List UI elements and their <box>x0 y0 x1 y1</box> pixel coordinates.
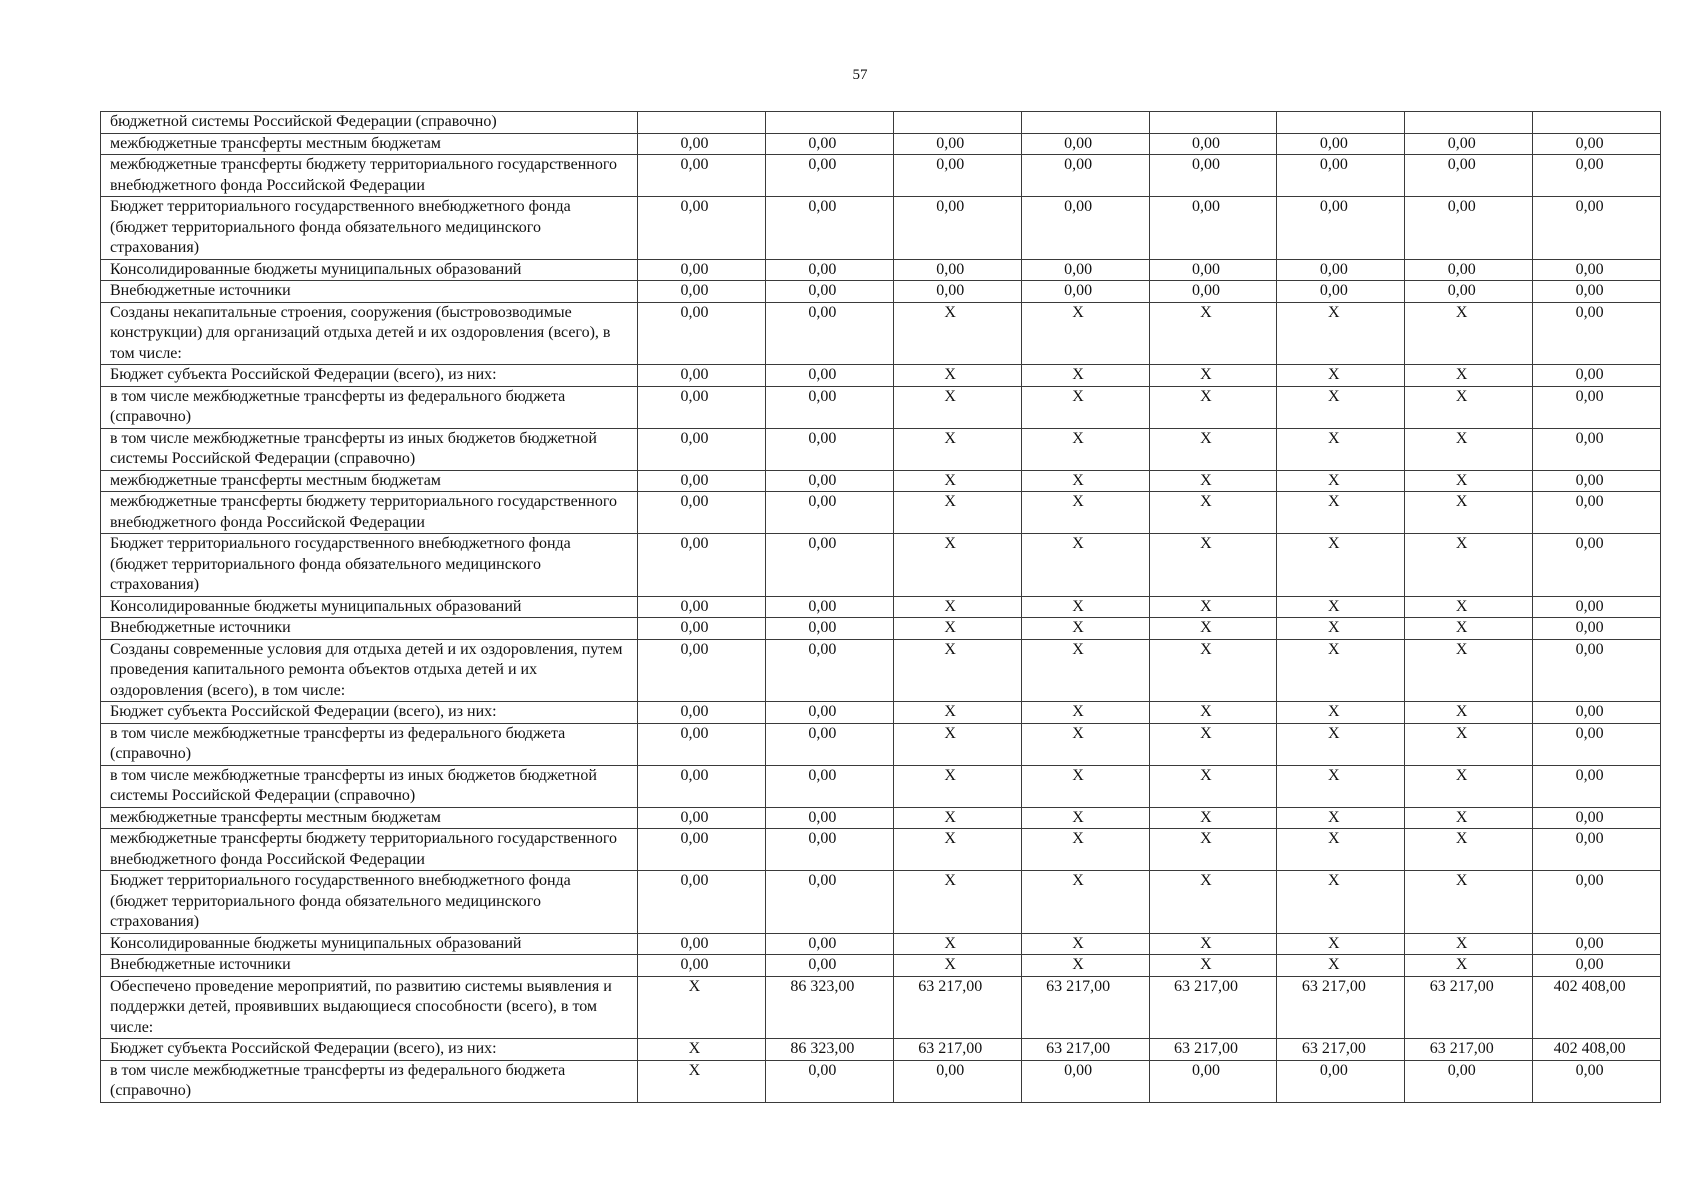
value-cell-col-2: 86 323,00 <box>765 976 893 1039</box>
value-cell-col-3: 0,00 <box>893 1060 1021 1102</box>
value-cell-col-2: 0,00 <box>765 365 893 387</box>
table-row <box>101 112 1661 134</box>
value-cell-col-1 <box>638 112 766 134</box>
value-cell-col-1: 0,00 <box>638 933 766 955</box>
value-cell-col-8: 0,00 <box>1533 133 1661 155</box>
value-cell-col-4: X <box>1021 534 1149 597</box>
value-cell-col-1: 0,00 <box>638 365 766 387</box>
value-cell-col-5: X <box>1149 534 1277 597</box>
value-cell-col-2: 0,00 <box>765 955 893 977</box>
value-cell-col-8: 0,00 <box>1533 302 1661 365</box>
value-cell-col-7: X <box>1405 365 1533 387</box>
value-cell-col-1: 0,00 <box>638 534 766 597</box>
value-cell-col-4: X <box>1021 871 1149 934</box>
value-cell-col-6: X <box>1277 807 1405 829</box>
value-cell-col-5: X <box>1149 386 1277 428</box>
row-label: в том числе межбюджетные трансферты из федерального бюджета (справочно) <box>101 386 638 428</box>
value-cell-col-6: X <box>1277 534 1405 597</box>
value-cell-col-8: 0,00 <box>1533 155 1661 197</box>
row-label: межбюджетные трансферты местным бюджетам <box>101 133 638 155</box>
value-cell-col-2: 0,00 <box>765 933 893 955</box>
value-cell-col-6: X <box>1277 639 1405 702</box>
value-cell-col-1: 0,00 <box>638 302 766 365</box>
value-cell-col-5: X <box>1149 955 1277 977</box>
value-cell-col-8: 0,00 <box>1533 829 1661 871</box>
value-cell-col-4: 63 217,00 <box>1021 1039 1149 1061</box>
row-label: Бюджет субъекта Российской Федерации (всего), из них: <box>101 1039 638 1061</box>
value-cell-col-1: 0,00 <box>638 596 766 618</box>
row-label: межбюджетные трансферты бюджету территориального государственного внебюджетного фонда Российской Федерации <box>101 155 638 197</box>
value-cell-col-3: X <box>893 639 1021 702</box>
table-row <box>101 765 1661 807</box>
value-cell-col-4: X <box>1021 428 1149 470</box>
value-cell-col-8: 0,00 <box>1533 596 1661 618</box>
value-cell-col-5: 0,00 <box>1149 259 1277 281</box>
value-cell-col-6: X <box>1277 871 1405 934</box>
value-cell-col-2: 0,00 <box>765 702 893 724</box>
row-label: в том числе межбюджетные трансферты из федерального бюджета (справочно) <box>101 723 638 765</box>
row-label: Бюджет территориального государственного внебюджетного фонда (бюджет территориального фонда обязательного медицинского страхования) <box>101 871 638 934</box>
value-cell-col-4: X <box>1021 723 1149 765</box>
table-row <box>101 871 1661 934</box>
budget-table <box>100 111 1661 1103</box>
budget-table-container <box>100 111 1661 1103</box>
value-cell-col-3: X <box>893 723 1021 765</box>
table-row <box>101 807 1661 829</box>
page-number: 57 <box>852 67 868 83</box>
value-cell-col-3: 63 217,00 <box>893 1039 1021 1061</box>
row-label: в том числе межбюджетные трансферты из федерального бюджета (справочно) <box>101 1060 638 1102</box>
value-cell-col-8: 0,00 <box>1533 281 1661 303</box>
table-row <box>101 302 1661 365</box>
value-cell-col-3: 0,00 <box>893 281 1021 303</box>
value-cell-col-3: X <box>893 302 1021 365</box>
value-cell-col-5: 0,00 <box>1149 281 1277 303</box>
table-row <box>101 933 1661 955</box>
value-cell-col-6: X <box>1277 933 1405 955</box>
value-cell-col-6: X <box>1277 596 1405 618</box>
value-cell-col-1: 0,00 <box>638 871 766 934</box>
table-row <box>101 723 1661 765</box>
value-cell-col-8: 0,00 <box>1533 534 1661 597</box>
value-cell-col-5: 0,00 <box>1149 155 1277 197</box>
value-cell-col-6: X <box>1277 302 1405 365</box>
row-label: Бюджет субъекта Российской Федерации (всего), из них: <box>101 702 638 724</box>
value-cell-col-6: X <box>1277 386 1405 428</box>
table-row <box>101 955 1661 977</box>
value-cell-col-3: X <box>893 765 1021 807</box>
value-cell-col-3: X <box>893 470 1021 492</box>
value-cell-col-7: X <box>1405 618 1533 640</box>
value-cell-col-7: X <box>1405 534 1533 597</box>
value-cell-col-7: 63 217,00 <box>1405 976 1533 1039</box>
table-row <box>101 133 1661 155</box>
value-cell-col-5: X <box>1149 365 1277 387</box>
row-label: Обеспечено проведение мероприятий, по развитию системы выявления и поддержки детей, проявивших выдающиеся способности (всего), в том числе: <box>101 976 638 1039</box>
value-cell-col-1: 0,00 <box>638 702 766 724</box>
value-cell-col-6: X <box>1277 829 1405 871</box>
value-cell-col-5 <box>1149 112 1277 134</box>
value-cell-col-4: X <box>1021 702 1149 724</box>
table-row <box>101 386 1661 428</box>
row-label: межбюджетные трансферты местным бюджетам <box>101 470 638 492</box>
value-cell-col-1: 0,00 <box>638 723 766 765</box>
row-label: Внебюджетные источники <box>101 955 638 977</box>
value-cell-col-8: 402 408,00 <box>1533 976 1661 1039</box>
value-cell-col-7: 0,00 <box>1405 155 1533 197</box>
value-cell-col-2: 0,00 <box>765 259 893 281</box>
value-cell-col-7: X <box>1405 702 1533 724</box>
value-cell-col-6: 0,00 <box>1277 281 1405 303</box>
value-cell-col-8: 0,00 <box>1533 428 1661 470</box>
value-cell-col-3: 0,00 <box>893 155 1021 197</box>
value-cell-col-4: X <box>1021 765 1149 807</box>
value-cell-col-7: X <box>1405 386 1533 428</box>
value-cell-col-7: 0,00 <box>1405 133 1533 155</box>
table-row <box>101 155 1661 197</box>
value-cell-col-8: 0,00 <box>1533 365 1661 387</box>
value-cell-col-4: X <box>1021 596 1149 618</box>
value-cell-col-8: 0,00 <box>1533 386 1661 428</box>
table-row <box>101 428 1661 470</box>
value-cell-col-4: X <box>1021 302 1149 365</box>
value-cell-col-1: 0,00 <box>638 428 766 470</box>
value-cell-col-6: 0,00 <box>1277 155 1405 197</box>
table-row <box>101 618 1661 640</box>
value-cell-col-3: X <box>893 807 1021 829</box>
value-cell-col-4: X <box>1021 829 1149 871</box>
value-cell-col-2: 86 323,00 <box>765 1039 893 1061</box>
value-cell-col-5: X <box>1149 871 1277 934</box>
value-cell-col-4: 63 217,00 <box>1021 976 1149 1039</box>
value-cell-col-1: 0,00 <box>638 639 766 702</box>
value-cell-col-7: X <box>1405 955 1533 977</box>
value-cell-col-3: X <box>893 871 1021 934</box>
value-cell-col-4: X <box>1021 807 1149 829</box>
value-cell-col-7: 0,00 <box>1405 1060 1533 1102</box>
value-cell-col-8: 0,00 <box>1533 618 1661 640</box>
value-cell-col-7: 0,00 <box>1405 259 1533 281</box>
value-cell-col-6: X <box>1277 723 1405 765</box>
value-cell-col-6: 0,00 <box>1277 1060 1405 1102</box>
row-label: Бюджет территориального государственного внебюджетного фонда (бюджет территориального фонда обязательного медицинского страхования) <box>101 534 638 597</box>
value-cell-col-8: 0,00 <box>1533 765 1661 807</box>
table-row <box>101 702 1661 724</box>
row-label: межбюджетные трансферты местным бюджетам <box>101 807 638 829</box>
value-cell-col-6: X <box>1277 470 1405 492</box>
row-label: Консолидированные бюджеты муниципальных образований <box>101 596 638 618</box>
value-cell-col-1: 0,00 <box>638 386 766 428</box>
value-cell-col-5: 63 217,00 <box>1149 1039 1277 1061</box>
value-cell-col-7: X <box>1405 470 1533 492</box>
value-cell-col-4: 0,00 <box>1021 197 1149 260</box>
value-cell-col-2: 0,00 <box>765 492 893 534</box>
value-cell-col-3: X <box>893 534 1021 597</box>
value-cell-col-5: 0,00 <box>1149 133 1277 155</box>
value-cell-col-6: X <box>1277 765 1405 807</box>
value-cell-col-8: 0,00 <box>1533 197 1661 260</box>
value-cell-col-5: X <box>1149 492 1277 534</box>
value-cell-col-5: X <box>1149 596 1277 618</box>
value-cell-col-8: 0,00 <box>1533 871 1661 934</box>
value-cell-col-3: X <box>893 829 1021 871</box>
value-cell-col-3: 0,00 <box>893 197 1021 260</box>
value-cell-col-1: X <box>638 1039 766 1061</box>
value-cell-col-5: X <box>1149 639 1277 702</box>
value-cell-col-4: X <box>1021 933 1149 955</box>
value-cell-col-6: 63 217,00 <box>1277 976 1405 1039</box>
value-cell-col-8: 0,00 <box>1533 807 1661 829</box>
value-cell-col-1: 0,00 <box>638 492 766 534</box>
table-row <box>101 1060 1661 1102</box>
value-cell-col-4: 0,00 <box>1021 155 1149 197</box>
value-cell-col-7: X <box>1405 765 1533 807</box>
value-cell-col-4: 0,00 <box>1021 1060 1149 1102</box>
value-cell-col-5: 0,00 <box>1149 197 1277 260</box>
value-cell-col-7: X <box>1405 428 1533 470</box>
value-cell-col-7: X <box>1405 807 1533 829</box>
value-cell-col-2: 0,00 <box>765 871 893 934</box>
row-label: Созданы некапитальные строения, сооружения (быстровозводимые конструкции) для организаций отдыха детей и их оздоровления (всего), в том числе: <box>101 302 638 365</box>
table-row <box>101 829 1661 871</box>
value-cell-col-7: 63 217,00 <box>1405 1039 1533 1061</box>
row-label: Консолидированные бюджеты муниципальных образований <box>101 259 638 281</box>
row-label: межбюджетные трансферты бюджету территориального государственного внебюджетного фонда Российской Федерации <box>101 829 638 871</box>
value-cell-col-1: X <box>638 1060 766 1102</box>
table-row <box>101 639 1661 702</box>
value-cell-col-7: X <box>1405 492 1533 534</box>
table-row <box>101 197 1661 260</box>
value-cell-col-2: 0,00 <box>765 723 893 765</box>
table-row <box>101 492 1661 534</box>
value-cell-col-6: X <box>1277 618 1405 640</box>
value-cell-col-8 <box>1533 112 1661 134</box>
value-cell-col-3: 0,00 <box>893 259 1021 281</box>
value-cell-col-5: X <box>1149 723 1277 765</box>
value-cell-col-8: 402 408,00 <box>1533 1039 1661 1061</box>
value-cell-col-4: 0,00 <box>1021 259 1149 281</box>
value-cell-col-3: X <box>893 933 1021 955</box>
value-cell-col-3: 0,00 <box>893 133 1021 155</box>
value-cell-col-1: 0,00 <box>638 133 766 155</box>
value-cell-col-4: 0,00 <box>1021 281 1149 303</box>
row-label: в том числе межбюджетные трансферты из иных бюджетов бюджетной системы Российской Федерации (справочно) <box>101 765 638 807</box>
value-cell-col-3: X <box>893 955 1021 977</box>
value-cell-col-6: 63 217,00 <box>1277 1039 1405 1061</box>
row-label: в том числе межбюджетные трансферты из иных бюджетов бюджетной системы Российской Федерации (справочно) <box>101 428 638 470</box>
value-cell-col-1: 0,00 <box>638 281 766 303</box>
value-cell-col-4: X <box>1021 955 1149 977</box>
value-cell-col-5: X <box>1149 428 1277 470</box>
value-cell-col-7: X <box>1405 723 1533 765</box>
value-cell-col-2 <box>765 112 893 134</box>
value-cell-col-2: 0,00 <box>765 302 893 365</box>
value-cell-col-8: 0,00 <box>1533 492 1661 534</box>
value-cell-col-4: 0,00 <box>1021 133 1149 155</box>
value-cell-col-3: X <box>893 386 1021 428</box>
value-cell-col-7: X <box>1405 933 1533 955</box>
row-label: Консолидированные бюджеты муниципальных образований <box>101 933 638 955</box>
budget-table-body <box>101 112 1661 1103</box>
value-cell-col-2: 0,00 <box>765 281 893 303</box>
value-cell-col-6: 0,00 <box>1277 133 1405 155</box>
value-cell-col-2: 0,00 <box>765 807 893 829</box>
value-cell-col-6: X <box>1277 955 1405 977</box>
value-cell-col-1: 0,00 <box>638 829 766 871</box>
value-cell-col-3 <box>893 112 1021 134</box>
value-cell-col-6: X <box>1277 702 1405 724</box>
row-label: Внебюджетные источники <box>101 618 638 640</box>
value-cell-col-7: X <box>1405 871 1533 934</box>
value-cell-col-4: X <box>1021 365 1149 387</box>
value-cell-col-7: X <box>1405 302 1533 365</box>
value-cell-col-3: X <box>893 596 1021 618</box>
value-cell-col-4 <box>1021 112 1149 134</box>
value-cell-col-8: 0,00 <box>1533 702 1661 724</box>
value-cell-col-4: X <box>1021 470 1149 492</box>
value-cell-col-2: 0,00 <box>765 428 893 470</box>
value-cell-col-8: 0,00 <box>1533 955 1661 977</box>
value-cell-col-6: X <box>1277 365 1405 387</box>
value-cell-col-1: 0,00 <box>638 765 766 807</box>
value-cell-col-1: 0,00 <box>638 618 766 640</box>
value-cell-col-2: 0,00 <box>765 470 893 492</box>
table-row <box>101 1039 1661 1061</box>
value-cell-col-1: 0,00 <box>638 470 766 492</box>
value-cell-col-3: X <box>893 618 1021 640</box>
value-cell-col-3: X <box>893 492 1021 534</box>
row-label: Бюджет территориального государственного внебюджетного фонда (бюджет территориального фонда обязательного медицинского страхования) <box>101 197 638 260</box>
value-cell-col-8: 0,00 <box>1533 639 1661 702</box>
value-cell-col-3: X <box>893 428 1021 470</box>
value-cell-col-1: X <box>638 976 766 1039</box>
value-cell-col-5: 0,00 <box>1149 1060 1277 1102</box>
value-cell-col-2: 0,00 <box>765 155 893 197</box>
value-cell-col-1: 0,00 <box>638 155 766 197</box>
value-cell-col-2: 0,00 <box>765 1060 893 1102</box>
value-cell-col-2: 0,00 <box>765 765 893 807</box>
value-cell-col-4: X <box>1021 639 1149 702</box>
value-cell-col-7: X <box>1405 596 1533 618</box>
value-cell-col-5: X <box>1149 829 1277 871</box>
table-row <box>101 259 1661 281</box>
value-cell-col-8: 0,00 <box>1533 933 1661 955</box>
value-cell-col-7: X <box>1405 639 1533 702</box>
row-label: Внебюджетные источники <box>101 281 638 303</box>
value-cell-col-2: 0,00 <box>765 133 893 155</box>
value-cell-col-8: 0,00 <box>1533 723 1661 765</box>
row-label: бюджетной системы Российской Федерации (справочно) <box>101 112 638 134</box>
value-cell-col-2: 0,00 <box>765 534 893 597</box>
value-cell-col-5: X <box>1149 807 1277 829</box>
table-row <box>101 534 1661 597</box>
value-cell-col-6: X <box>1277 428 1405 470</box>
table-row <box>101 596 1661 618</box>
value-cell-col-5: X <box>1149 618 1277 640</box>
value-cell-col-2: 0,00 <box>765 639 893 702</box>
value-cell-col-8: 0,00 <box>1533 470 1661 492</box>
value-cell-col-5: 63 217,00 <box>1149 976 1277 1039</box>
table-row <box>101 470 1661 492</box>
row-label: Созданы современные условия для отдыха детей и их оздоровления, путем проведения капитального ремонта объектов отдыха детей и их оздоровления (всего), в том числе: <box>101 639 638 702</box>
value-cell-col-6 <box>1277 112 1405 134</box>
value-cell-col-2: 0,00 <box>765 596 893 618</box>
value-cell-col-7 <box>1405 112 1533 134</box>
value-cell-col-5: X <box>1149 765 1277 807</box>
value-cell-col-6: 0,00 <box>1277 259 1405 281</box>
value-cell-col-2: 0,00 <box>765 618 893 640</box>
value-cell-col-4: X <box>1021 492 1149 534</box>
value-cell-col-6: X <box>1277 492 1405 534</box>
value-cell-col-1: 0,00 <box>638 807 766 829</box>
value-cell-col-2: 0,00 <box>765 197 893 260</box>
value-cell-col-5: X <box>1149 302 1277 365</box>
value-cell-col-5: X <box>1149 702 1277 724</box>
row-label: Бюджет субъекта Российской Федерации (всего), из них: <box>101 365 638 387</box>
value-cell-col-2: 0,00 <box>765 386 893 428</box>
value-cell-col-7: 0,00 <box>1405 197 1533 260</box>
value-cell-col-4: X <box>1021 386 1149 428</box>
value-cell-col-5: X <box>1149 470 1277 492</box>
value-cell-col-4: X <box>1021 618 1149 640</box>
table-row <box>101 281 1661 303</box>
value-cell-col-1: 0,00 <box>638 955 766 977</box>
value-cell-col-3: X <box>893 702 1021 724</box>
row-label: межбюджетные трансферты бюджету территориального государственного внебюджетного фонда Российской Федерации <box>101 492 638 534</box>
value-cell-col-7: X <box>1405 829 1533 871</box>
table-row <box>101 365 1661 387</box>
value-cell-col-5: X <box>1149 933 1277 955</box>
value-cell-col-1: 0,00 <box>638 259 766 281</box>
value-cell-col-7: 0,00 <box>1405 281 1533 303</box>
value-cell-col-3: X <box>893 365 1021 387</box>
value-cell-col-3: 63 217,00 <box>893 976 1021 1039</box>
value-cell-col-1: 0,00 <box>638 197 766 260</box>
value-cell-col-6: 0,00 <box>1277 197 1405 260</box>
value-cell-col-8: 0,00 <box>1533 1060 1661 1102</box>
value-cell-col-8: 0,00 <box>1533 259 1661 281</box>
value-cell-col-2: 0,00 <box>765 829 893 871</box>
table-row <box>101 976 1661 1039</box>
